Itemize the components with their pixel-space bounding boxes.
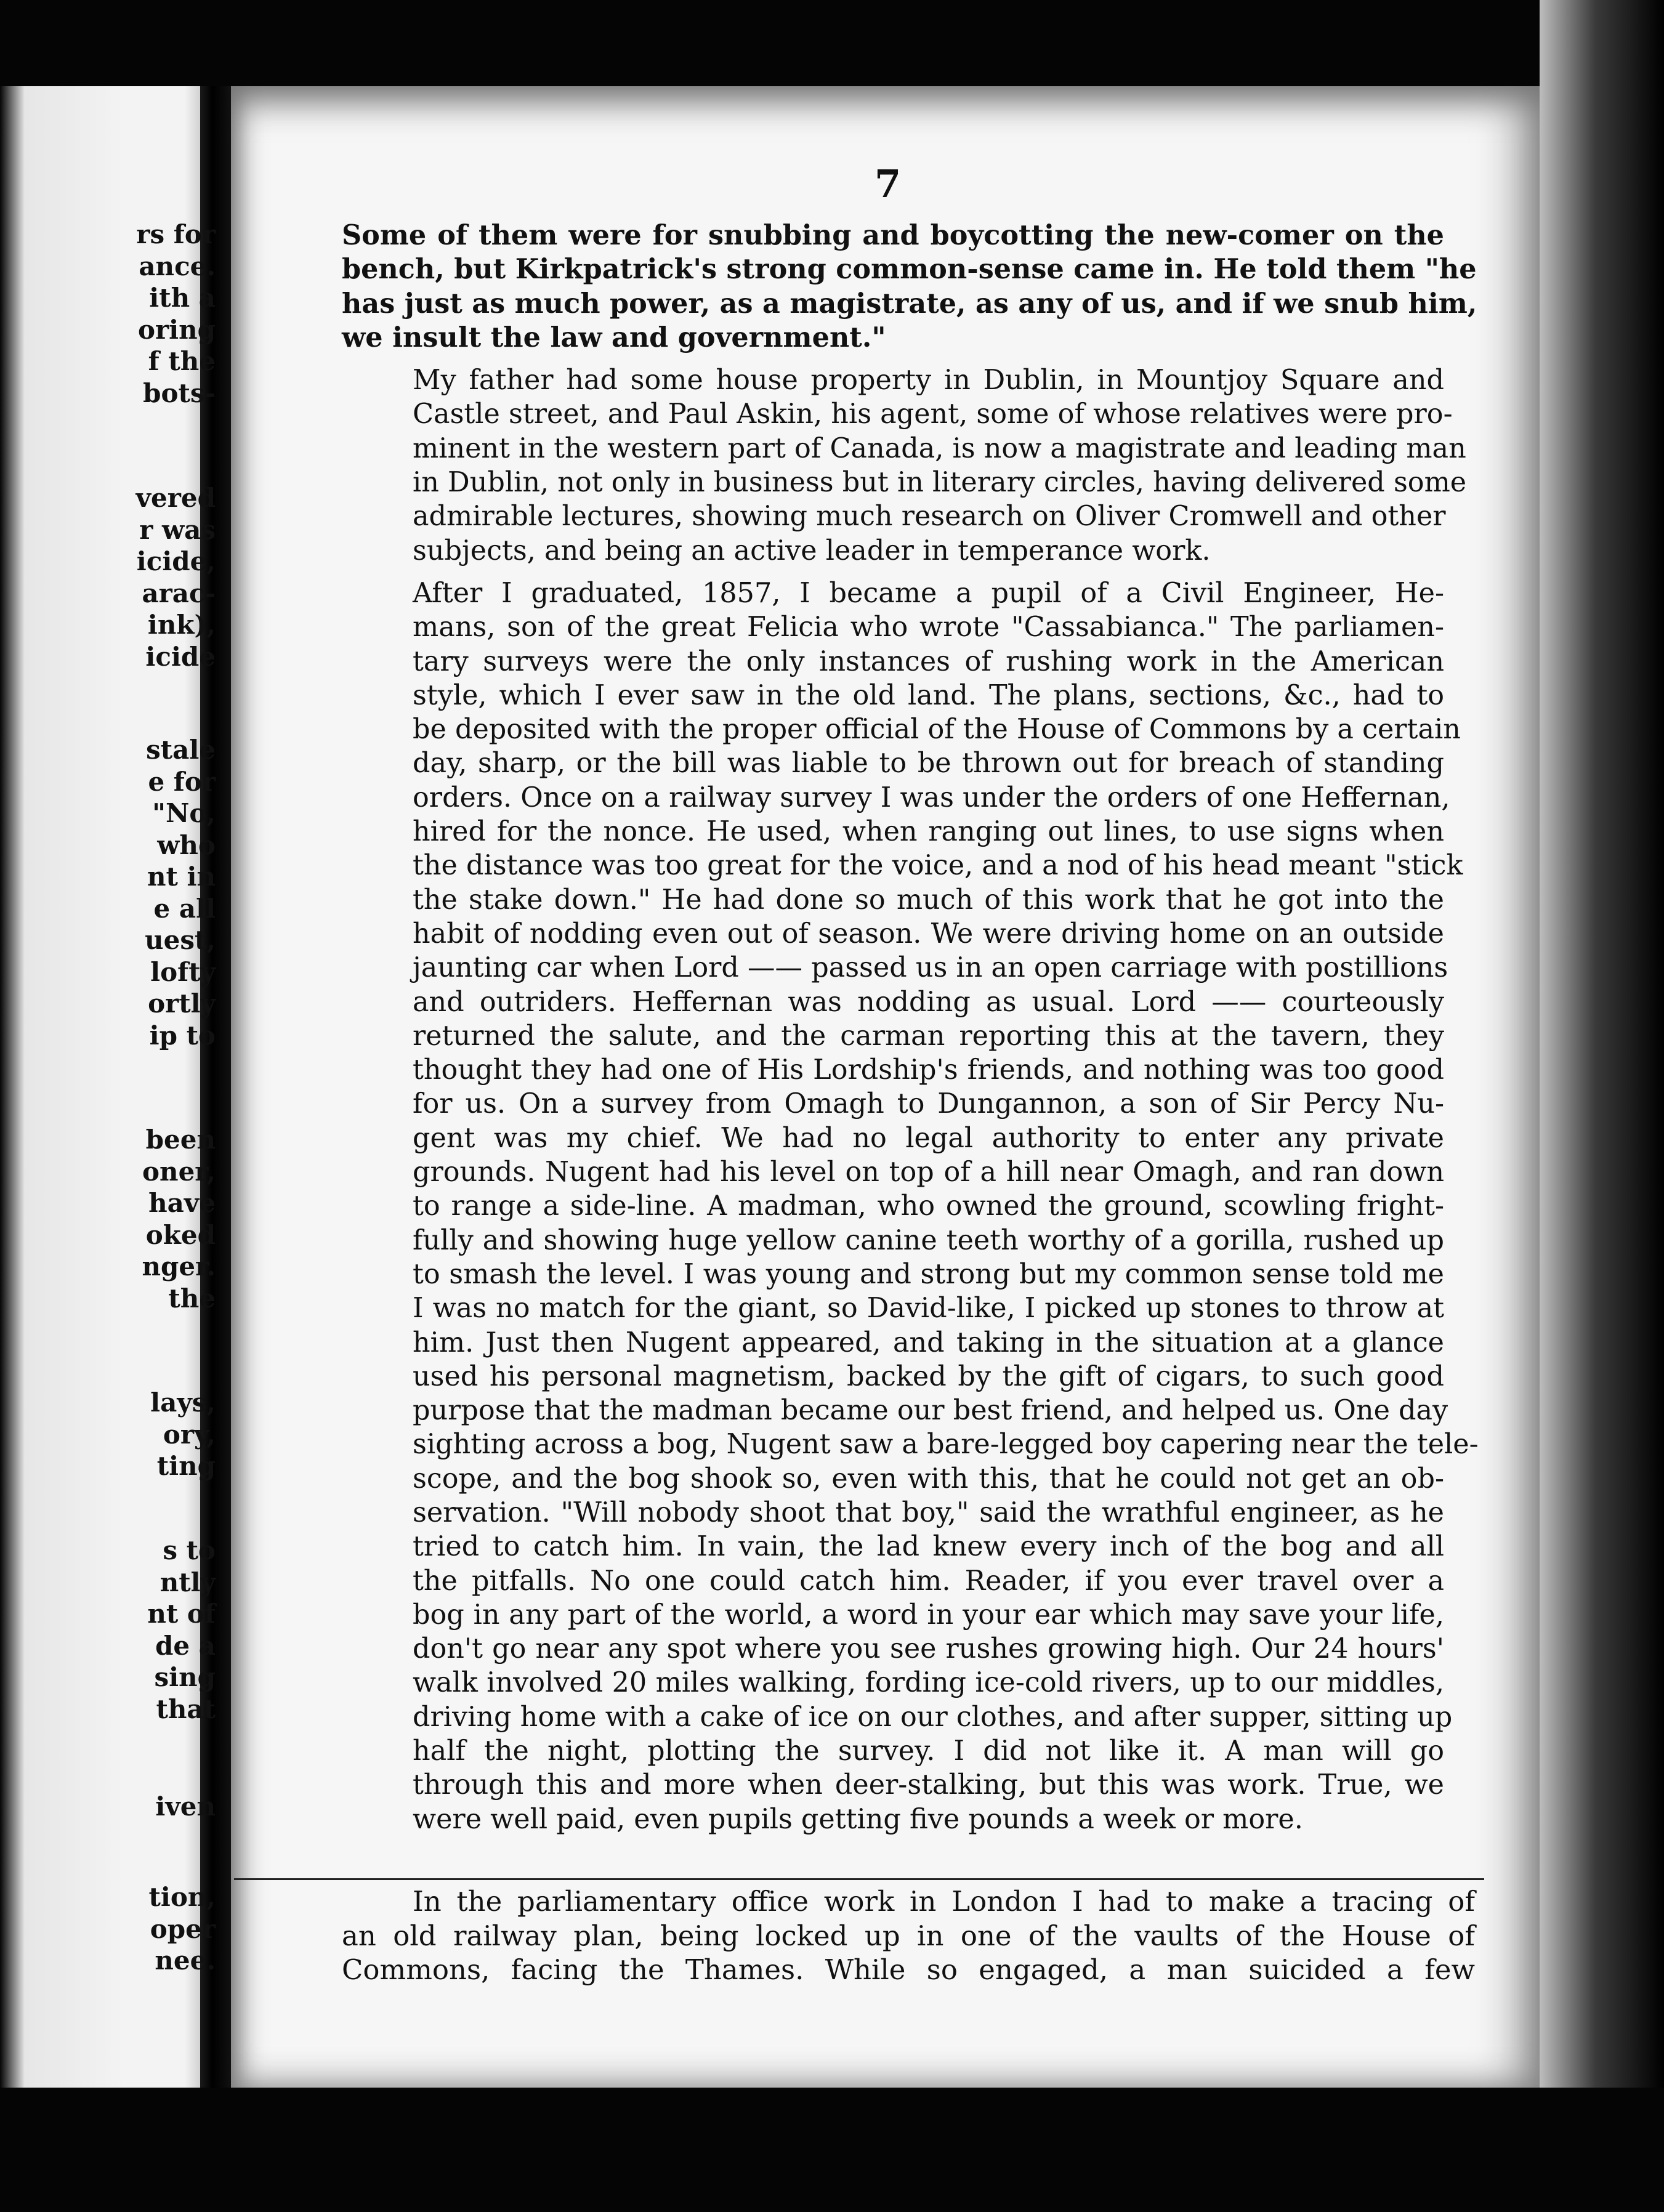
- text-line: and outriders. Heffernan was nodding as usual. Lord —— courteously: [413, 986, 1444, 1018]
- fragment-line: oring: [138, 314, 216, 345]
- bottom-paragraph: [342, 1884, 1475, 1987]
- fragment-line: been: [145, 1124, 216, 1155]
- fragment-line: nt in: [147, 862, 216, 892]
- text-line: through this and more when deer-stalking, but this was work. True, we: [413, 1769, 1444, 1801]
- fragment-line: stale: [146, 735, 216, 765]
- fragment-line: tion,: [148, 1882, 216, 1912]
- text-line: mans, son of the great Felicia who wrote "Cassabianca." The parliamen-: [413, 612, 1444, 644]
- fragment-line: that: [156, 1693, 216, 1724]
- text-line: hired for the nonce. He used, when ranging out lines, to use signs when: [413, 816, 1444, 848]
- text-line: don't go near any spot where you see rushes growing high. Our 24 hours': [413, 1633, 1444, 1665]
- text-line: jaunting car when Lord —— passed us in an open carriage with postillions: [413, 952, 1448, 984]
- text-line: habit of nodding even out of season. We were driving home on an outside: [413, 918, 1444, 950]
- text-line: subjects, and being an active leader in temperance work.: [413, 535, 1211, 567]
- fragment-line: e all: [153, 893, 216, 924]
- fragment-line: sing: [154, 1662, 216, 1692]
- left-fragment-group: [18, 1387, 216, 1482]
- paragraph-2: [342, 363, 1467, 568]
- fragment-line: ith a: [149, 283, 216, 313]
- fragment-line: ance.: [139, 251, 216, 281]
- fragment-line: uest,: [145, 925, 216, 955]
- text-line: sighting across a bog, Nugent saw a bare-legged boy capering near the tele-: [413, 1429, 1479, 1461]
- text-line: scope, and the bog shook so, even with this, that he could not get an ob-: [413, 1463, 1444, 1495]
- fragment-line: who: [157, 830, 216, 860]
- text-line: to smash the level. I was young and strong but my common sense told me: [413, 1258, 1444, 1290]
- text-line: the distance was too great for the voice, and a nod of his head meant "stick: [413, 850, 1463, 882]
- text-line: bog in any part of the world, a word in your ear which may save your life,: [413, 1599, 1444, 1631]
- left-fragment-group: [18, 219, 216, 409]
- horizontal-rule: [234, 1878, 1484, 1880]
- fragment-line: s to: [163, 1535, 216, 1565]
- text-line: Castle street, and Paul Askin, his agent, some of whose relatives were pro-: [413, 398, 1453, 430]
- fragment-line: icide,: [136, 546, 216, 576]
- text-line: gent was my chief. We had no legal authority to enter any private: [413, 1122, 1444, 1154]
- paragraph-1: [342, 219, 1477, 355]
- text-line: an old railway plan, being locked up in one of the vaults of the House of: [342, 1919, 1475, 1952]
- fragment-line: have: [148, 1188, 216, 1218]
- fragment-line: "No,: [152, 798, 216, 828]
- left-fragment-group: [18, 1535, 216, 1725]
- fragment-line: f the: [148, 346, 216, 376]
- text-line: bench, but Kirkpatrick's strong common-sense came in. He told them "he: [342, 253, 1477, 286]
- text-line: day, sharp, or the bill was liable to be thrown out for breach of standing: [413, 748, 1444, 780]
- fragment-line: de a: [155, 1630, 216, 1661]
- text-line: Commons, facing the Thames. While so engaged, a man suicided a few: [342, 1953, 1475, 1986]
- fragment-line: oper: [150, 1913, 216, 1944]
- text-line: In the parliamentary office work in London I had to make a tracing of: [413, 1885, 1475, 1918]
- text-line: him. Just then Nugent appeared, and taking in the situation at a glance: [413, 1326, 1444, 1358]
- fragment-line: ting: [156, 1451, 216, 1481]
- text-line: be deposited with the proper official of the House of Commons by a certain: [413, 714, 1461, 746]
- text-line: for us. On a survey from Omagh to Dungannon, a son of Sir Percy Nu-: [413, 1088, 1444, 1120]
- fragment-line: ortly: [148, 988, 216, 1019]
- scan-border-bottom: [0, 2088, 1664, 2212]
- fragment-line: e for: [148, 766, 216, 797]
- fragment-line: nt of: [147, 1599, 216, 1629]
- text-line: thought they had one of His Lordship's friends, and nothing was too good: [413, 1054, 1444, 1086]
- paragraph-3: [342, 576, 1479, 1836]
- fragment-line: ntly: [160, 1567, 216, 1597]
- fragment-line: the: [168, 1283, 216, 1314]
- fragment-line: oked: [145, 1219, 216, 1250]
- text-line: grounds. Nugent had his level on top of a hill near Omagh, and ran down: [413, 1156, 1444, 1189]
- text-line: servation. "Will nobody shoot that boy," said the wrathful engineer, as he: [413, 1496, 1444, 1528]
- page-number: 7: [874, 161, 902, 206]
- scan-border-top: [0, 0, 1664, 92]
- text-line: style, which I ever saw in the old land. The plans, sections, &c., had to: [413, 679, 1444, 711]
- fragment-line: rs for: [136, 219, 216, 249]
- text-line: the stake down." He had done so much of this work that he got into the: [413, 884, 1444, 916]
- text-line: tried to catch him. In vain, the lad knew every inch of the bog and all: [413, 1531, 1444, 1563]
- fragment-line: lofty: [150, 956, 216, 987]
- text-line: returned the salute, and the carman reporting this at the tavern, they: [413, 1020, 1444, 1052]
- fragment-line: ip to: [149, 1020, 216, 1051]
- fragment-line: arac-: [142, 578, 216, 608]
- text-line: to range a side-line. A madman, who owned the ground, scowling fright-: [413, 1190, 1444, 1222]
- text-line: in Dublin, not only in business but in literary circles, having delivered some: [413, 467, 1467, 499]
- fragment-line: oner,: [142, 1156, 216, 1187]
- left-fragment-group: [18, 1881, 216, 1977]
- left-fragment-group: [18, 1124, 216, 1314]
- fragment-line: ory,: [163, 1419, 216, 1450]
- text-line: After I graduated, 1857, I became a pupil of a Civil Engineer, He-: [413, 577, 1444, 609]
- fragment-line: iven: [155, 1791, 216, 1822]
- text-line: were well paid, even pupils getting five pounds a week or more.: [413, 1803, 1303, 1835]
- fragment-line: nger.: [142, 1251, 216, 1282]
- text-line: half the night, plotting the survey. I did not like it. A man will go: [413, 1735, 1444, 1767]
- text-line: Some of them were for snubbing and boycotting the new-comer on the: [342, 219, 1444, 251]
- text-line: used his personal magnetism, backed by the gift of cigars, to such good: [413, 1360, 1444, 1392]
- fragment-line: vered: [135, 483, 216, 513]
- left-fragment-group: [18, 734, 216, 1051]
- text-line: I was no match for the giant, so David-like, I picked up stones to throw at: [413, 1293, 1444, 1325]
- fragment-line: r was: [139, 514, 216, 545]
- fragment-line: nee.: [155, 1945, 216, 1976]
- text-line: walk involved 20 miles walking, fording ice-cold rivers, up to our middles,: [413, 1667, 1444, 1699]
- text-line: fully and showing huge yellow canine teeth worthy of a gorilla, rushed up: [413, 1224, 1444, 1256]
- text-line: the pitfalls. No one could catch him. Reader, if you ever travel over a: [413, 1565, 1444, 1597]
- text-line: minent in the western part of Canada, is now a magistrate and leading man: [413, 432, 1466, 464]
- text-line: tary surveys were the only instances of rushing work in the American: [413, 645, 1444, 677]
- main-text-body: [342, 219, 1479, 1836]
- text-line: My father had some house property in Dublin, in Mountjoy Square and: [413, 365, 1444, 397]
- text-line: orders. Once on a railway survey I was under the orders of one Heffernan,: [413, 781, 1450, 813]
- fragment-line: icide: [145, 641, 216, 672]
- left-fragment-group: [18, 482, 216, 672]
- text-line: admirable lectures, showing much research on Oliver Cromwell and other: [413, 501, 1446, 533]
- text-line: purpose that the madman became our best friend, and helped us. One day: [413, 1395, 1448, 1427]
- text-line: driving home with a cake of ice on our clothes, and after supper, sitting up: [413, 1701, 1453, 1733]
- fragment-line: lays,: [150, 1387, 216, 1418]
- fragment-line: ink),: [147, 610, 216, 640]
- scan-border-right: [1540, 0, 1664, 2212]
- text-line: we insult the law and government.": [342, 321, 886, 353]
- left-fragment-group: [18, 1791, 216, 1823]
- text-line: has just as much power, as a magistrate, as any of us, and if we snub him,: [342, 287, 1477, 320]
- fragment-line: bots-: [143, 377, 216, 408]
